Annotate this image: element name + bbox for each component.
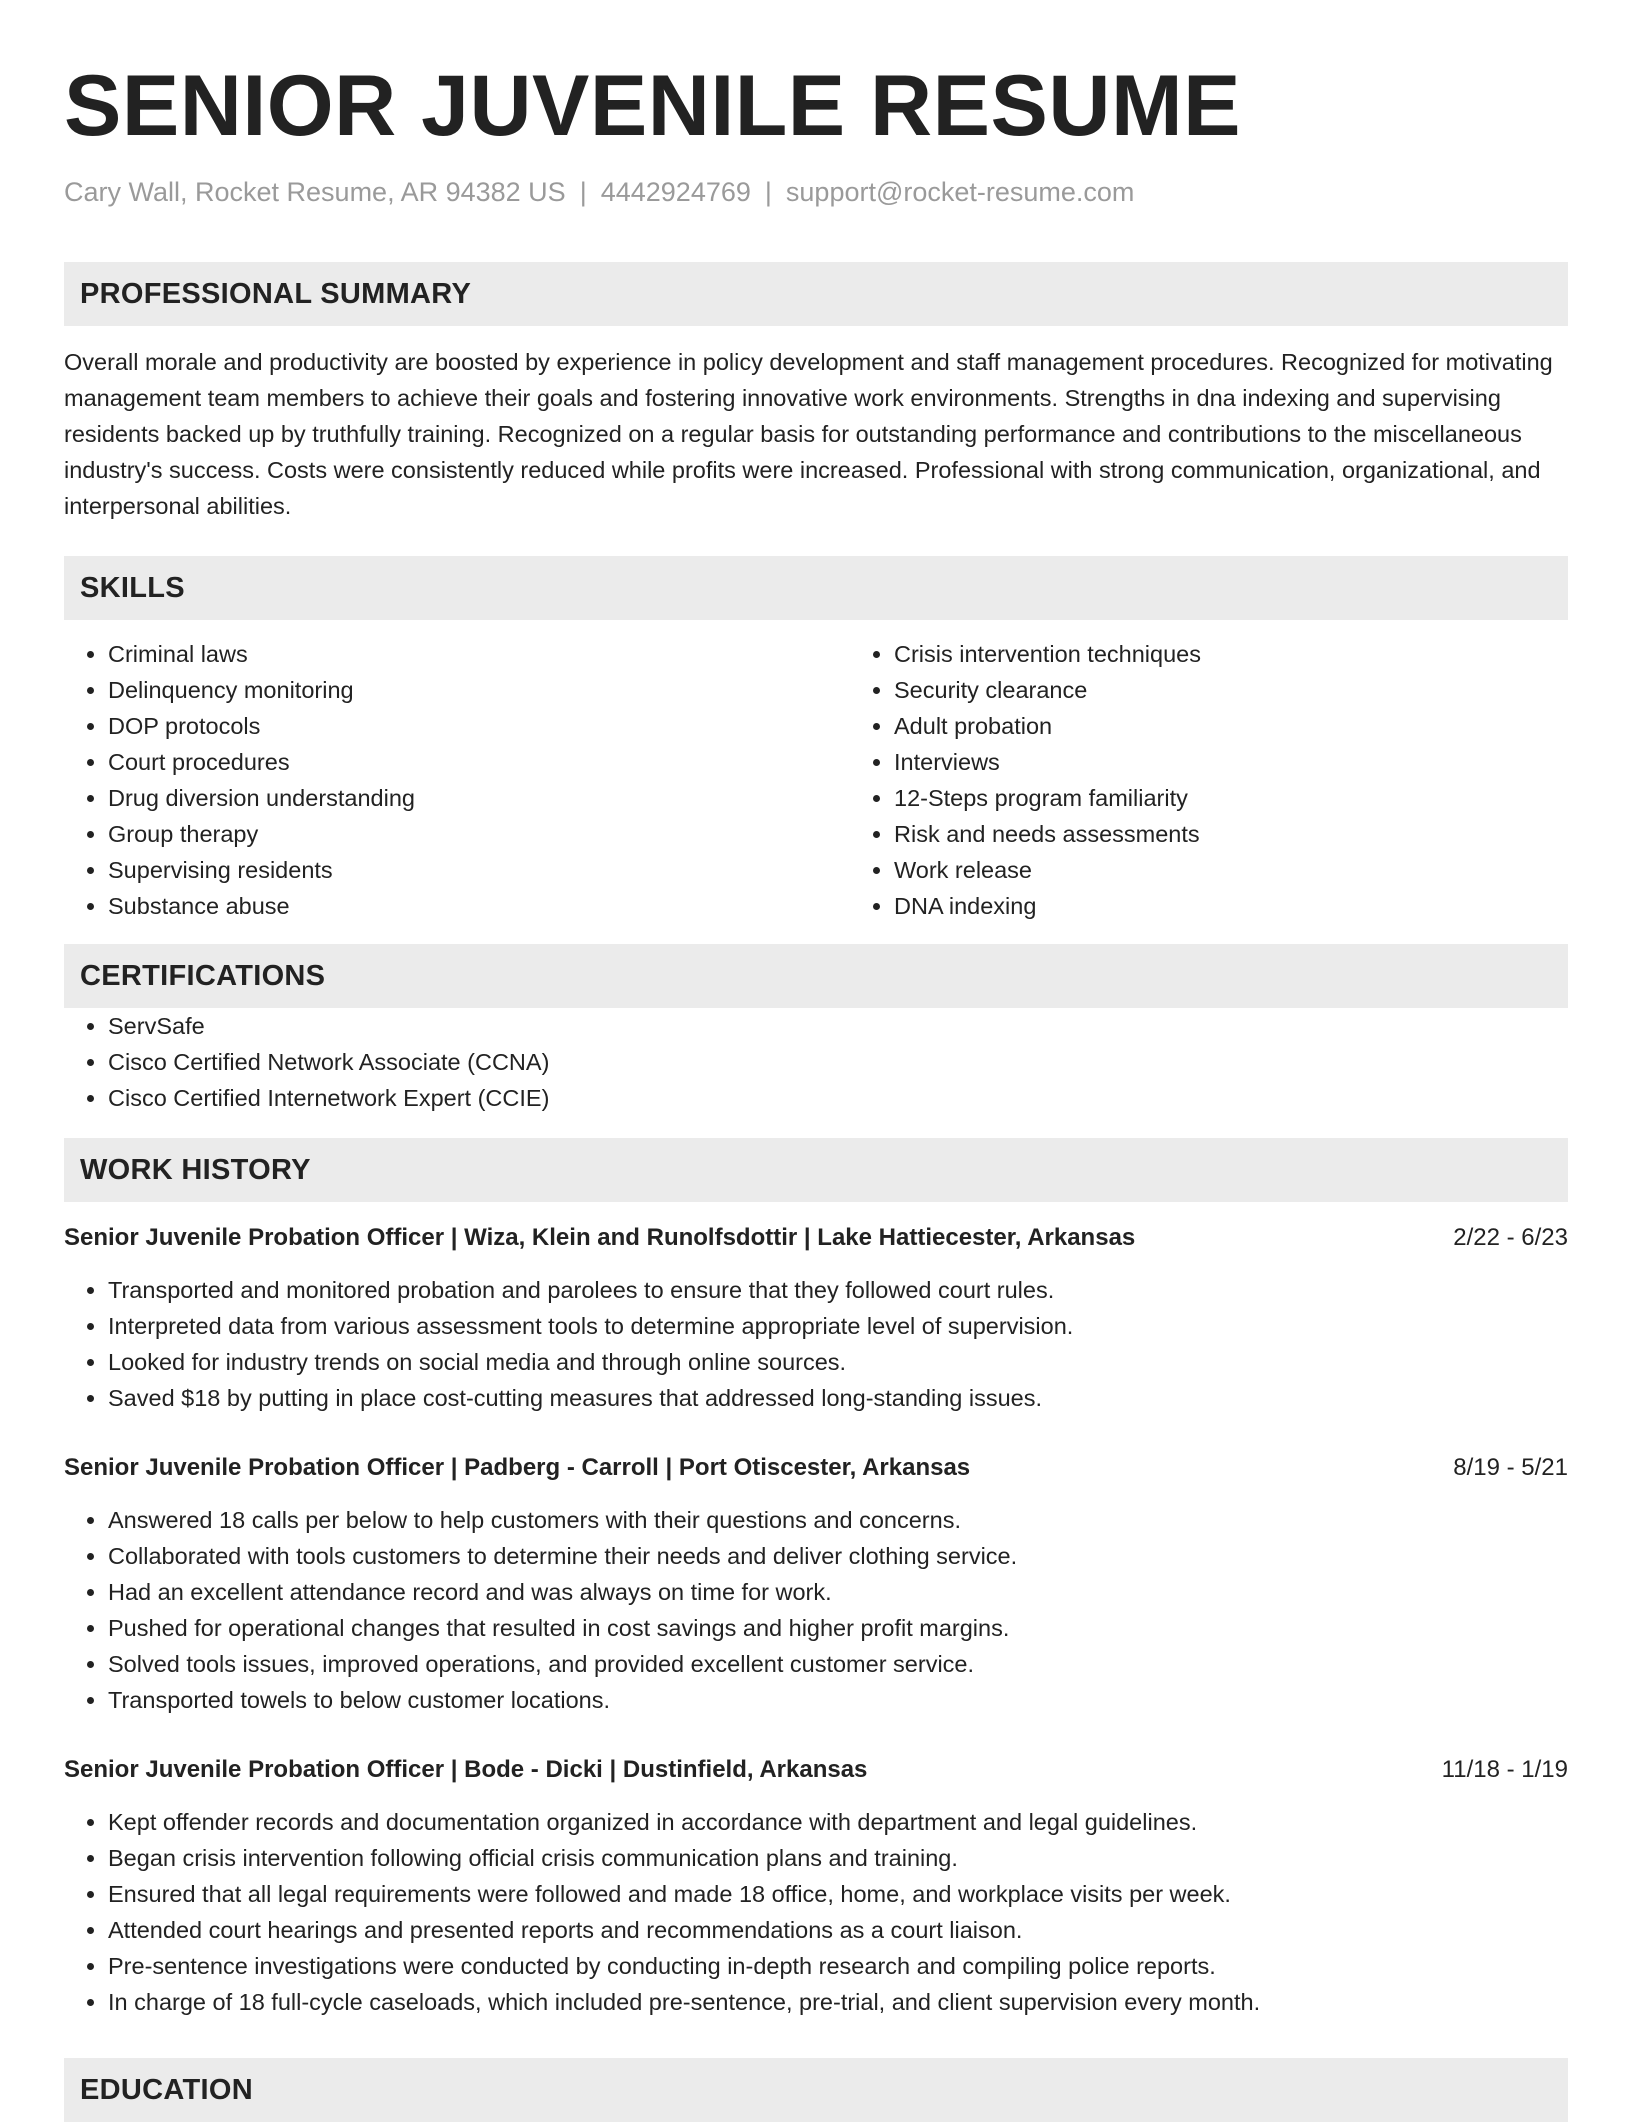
job-dates: 11/18 - 1/19	[1441, 1756, 1568, 1783]
job-bullet: • Looked for industry trends on social media and through online sources.	[108, 1344, 1568, 1380]
skill-item: • Supervising residents	[108, 852, 850, 888]
job-bullet: • Transported and monitored probation and parolees to ensure that they followed court rules.	[108, 1272, 1568, 1308]
resume-title: SENIOR JUVENILE RESUME	[64, 58, 1241, 154]
contact-separator: |	[764, 177, 772, 207]
job-bullets	[64, 1804, 1568, 2020]
skill-item: • Interviews	[894, 744, 1632, 780]
job-bullet: • Transported towels to below customer locations.	[108, 1682, 1568, 1718]
job-title: Senior Juvenile Probation Officer | Wiza, Klein and Runolfsdottir | Lake Hattiecester, Arkansas	[64, 1224, 1136, 1251]
job-title: Senior Juvenile Probation Officer | Padberg - Carroll | Port Otiscester, Arkansas	[64, 1454, 971, 1481]
skill-item: • 12-Steps program familiarity	[894, 780, 1632, 816]
certifications-list	[64, 1008, 1568, 1116]
contact-line	[64, 174, 1568, 210]
skill-item: • Security clearance	[894, 672, 1632, 708]
job-bullet: • Saved $18 by putting in place cost-cutting measures that addressed long-standing issues.	[108, 1380, 1568, 1416]
job-dates: 2/22 - 6/23	[1453, 1224, 1568, 1251]
skill-item: • Work release	[894, 852, 1632, 888]
job-bullet: • Solved tools issues, improved operations, and provided excellent customer service.	[108, 1646, 1568, 1682]
job-header	[64, 1752, 1568, 1788]
skills-list-left	[64, 636, 850, 924]
skill-item: • Criminal laws	[108, 636, 850, 672]
certification-item: • Cisco Certified Internetwork Expert (CCIE)	[108, 1080, 1568, 1116]
job-header	[64, 1220, 1568, 1256]
section-header-skills: SKILLS	[64, 556, 1568, 620]
job-header	[64, 1450, 1568, 1486]
section-header-work-history: WORK HISTORY	[64, 1138, 1568, 1202]
skill-item: • DOP protocols	[108, 708, 850, 744]
contact-phone: 4442924769	[600, 177, 751, 207]
job-bullets	[64, 1502, 1568, 1718]
skill-item: • Adult probation	[894, 708, 1632, 744]
certification-item: • Cisco Certified Network Associate (CCNA)	[108, 1044, 1568, 1080]
skill-item: • Delinquency monitoring	[108, 672, 850, 708]
skills-columns	[64, 636, 1568, 924]
job-bullet: • Collaborated with tools customers to determine their needs and deliver clothing service.	[108, 1538, 1568, 1574]
summary-text: Overall morale and productivity are boosted by experience in policy development and staff management procedures. Recognized for motivating management team members to achieve their goals and fostering innovative work environments. Strengths in dna indexing and supervising residents backed up by truthfully training. Recognized on a regular basis for outstanding performance and contributions to the miscellaneous industry's success. Costs were consistently reduced while profits were increased. Professional with strong communication, organizational, and interpersonal abilities.	[64, 349, 1553, 519]
job-bullet: • Began crisis intervention following official crisis communication plans and training.	[108, 1840, 1568, 1876]
job-bullet: • Answered 18 calls per below to help customers with their questions and concerns.	[108, 1502, 1568, 1538]
job-entry	[64, 1450, 1568, 1718]
job-bullet: • Interpreted data from various assessment tools to determine appropriate level of supervision.	[108, 1308, 1568, 1344]
skill-item: • Substance abuse	[108, 888, 850, 924]
contact-email: support@rocket-resume.com	[785, 177, 1135, 207]
skill-item: • Group therapy	[108, 816, 850, 852]
skill-item: • Crisis intervention techniques	[894, 636, 1632, 672]
certification-item: • ServSafe	[108, 1008, 1568, 1044]
skills-list-right	[850, 636, 1632, 924]
skill-item: • Risk and needs assessments	[894, 816, 1632, 852]
skill-item: • DNA indexing	[894, 888, 1632, 924]
job-bullet: • Attended court hearings and presented reports and recommendations as a court liaison.	[108, 1912, 1568, 1948]
job-bullet: • Ensured that all legal requirements were followed and made 18 office, home, and workplace visits per week.	[108, 1876, 1568, 1912]
job-bullets	[64, 1272, 1568, 1416]
section-header-summary: PROFESSIONAL SUMMARY	[64, 262, 1568, 326]
job-entry	[64, 1752, 1568, 2020]
job-bullet: • Kept offender records and documentation organized in accordance with department and legal guidelines.	[108, 1804, 1568, 1840]
job-title: Senior Juvenile Probation Officer | Bode - Dicki | Dustinfield, Arkansas	[64, 1756, 868, 1783]
job-dates: 8/19 - 5/21	[1453, 1454, 1568, 1481]
contact-separator: |	[579, 177, 587, 207]
job-bullet: • Pre-sentence investigations were conducted by conducting in-depth research and compiling police reports.	[108, 1948, 1568, 1984]
section-header-certifications: CERTIFICATIONS	[64, 944, 1568, 1008]
job-entry	[64, 1220, 1568, 1416]
contact-address: Cary Wall, Rocket Resume, AR 94382 US	[64, 177, 566, 207]
section-header-education: EDUCATION	[64, 2058, 1568, 2122]
skill-item: • Drug diversion understanding	[108, 780, 850, 816]
skill-item: • Court procedures	[108, 744, 850, 780]
job-bullet: • In charge of 18 full-cycle caseloads, which included pre-sentence, pre-trial, and client supervision every month.	[108, 1984, 1568, 2020]
job-bullet: • Pushed for operational changes that resulted in cost savings and higher profit margins.	[108, 1610, 1568, 1646]
job-bullet: • Had an excellent attendance record and was always on time for work.	[108, 1574, 1568, 1610]
